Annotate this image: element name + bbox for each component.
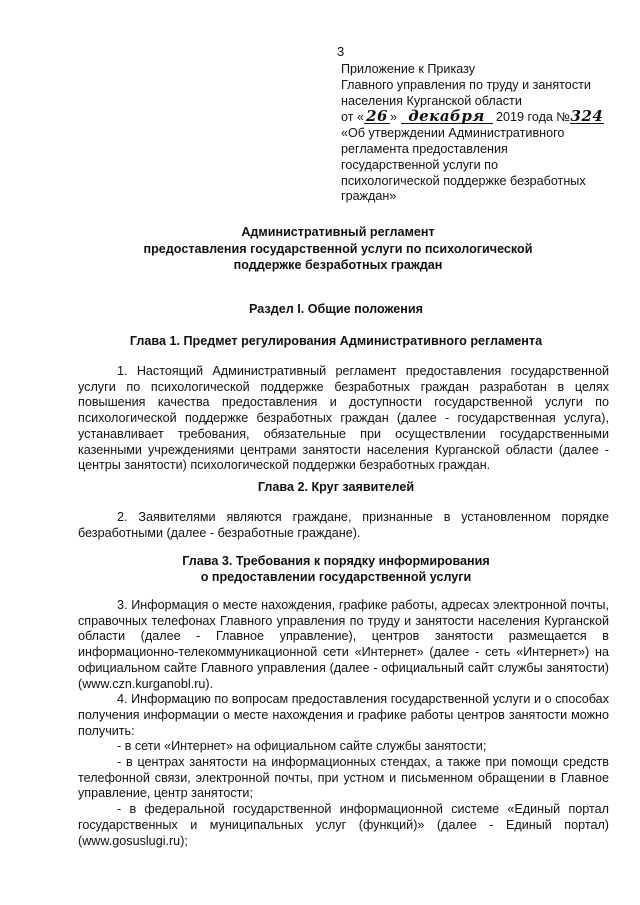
chapter2-body bbox=[78, 510, 609, 541]
handwritten-month: декабря bbox=[401, 109, 493, 124]
page-number: 3 bbox=[337, 44, 345, 59]
subject-line: регламента предоставления bbox=[341, 141, 508, 156]
chapter3-title-line: Глава 3. Требования к порядку информирования bbox=[182, 554, 490, 568]
subject-line: «Об утверждении Административного bbox=[341, 126, 565, 141]
year-text: 2019 года № bbox=[496, 110, 570, 125]
paragraph-1: 1. Настоящий Административный регламент предоставления государственной услуги по психологической поддержке безработных граждан разработан в целях повышения качества предоставления и доступности государственной услуги по психологической поддержке безработных граждан (далее - государственная услуга), устанавливает требования, обязательные при осуществлении государственными казенными учреждениями центрами занятости населения Курганской области (далее - центры занятости) психологической поддержки безработных граждан. bbox=[78, 364, 609, 473]
subject-line: психологической поддержке безработных bbox=[341, 173, 586, 188]
paragraph-2: 2. Заявителями являются граждане, признанные в установленном порядке безработными (далее - безработные граждане). bbox=[78, 510, 609, 540]
handwritten-day: 26 bbox=[364, 109, 390, 124]
paragraph-4: 4. Информацию по вопросам предоставления государственной услуги и о способах получения информации о месте нахождения и графике работы центров занятости можно получить: bbox=[78, 692, 609, 738]
attachment-line: населения Курганской области bbox=[341, 93, 522, 108]
chapter1-title: Глава 1. Предмет регулирования Административного регламента bbox=[129, 334, 543, 348]
chapter1-body bbox=[78, 364, 609, 474]
date-quote: » bbox=[390, 110, 398, 125]
list-item: - в сети «Интернет» на официальном сайте службы занятости; bbox=[117, 739, 487, 754]
document-title bbox=[88, 224, 588, 274]
title-line: предоставления государственной услуги по психологической bbox=[143, 241, 533, 256]
chapter2-title: Глава 2. Круг заявителей bbox=[257, 480, 415, 494]
handwritten-number: 324 bbox=[570, 107, 604, 126]
paragraph-3: 3. Информация о месте нахождения, графике работы, адресах электронной почты, справочных телефонах Главного управления по труду и занятости населения Курганской области (далее - Главное управление), центров занятости размещается в информационно-телекоммуникационной сети «Интернет» (далее - сеть «Интернет») на официальном сайте Главного управления (далее - официальный сайт службы занятости) (www.czn.kurganobl.ru). bbox=[78, 598, 609, 691]
date-prefix: от « bbox=[341, 110, 364, 125]
title-line: Административный регламент bbox=[241, 225, 435, 239]
title-line: поддержке безработных граждан bbox=[233, 258, 443, 272]
chapter3-title bbox=[60, 553, 612, 585]
subject-line: граждан» bbox=[341, 189, 397, 204]
attachment-line: Главного управления по труду и занятости bbox=[341, 77, 591, 92]
subject-line: государственной услуги по bbox=[341, 157, 498, 172]
chapter3-body bbox=[78, 598, 609, 849]
order-date-line bbox=[341, 109, 621, 126]
list-item: - в федеральной государственной информационной системе «Единый портал государственных и муниципальных услуг (функций)» (далее - Единый портал) (www.gosuslugi.ru); bbox=[78, 802, 609, 848]
attachment-line: Приложение к Приказу bbox=[341, 62, 476, 76]
chapter3-title-line: о предоставлении государственной услуги bbox=[200, 570, 472, 584]
list-item: - в центрах занятости на информационных стендах, а также при помощи средств телефонной связи, электронной почты, при устном и письменном обращении в Главное управление, центр занятости; bbox=[78, 755, 609, 801]
section-title: Раздел I. Общие положения bbox=[249, 302, 423, 316]
attachment-block bbox=[341, 62, 621, 205]
